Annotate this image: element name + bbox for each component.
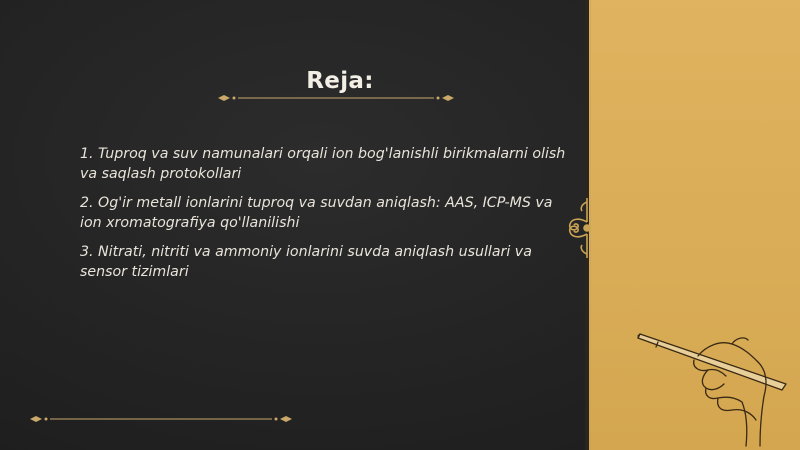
- plan-item-2: 2. Og'ir metall ionlarini tuproq va suvdan aniqlash: AAS, ICP-MS va ion xromatografiya qo'llanilishi: [80, 195, 553, 231]
- hand-with-pen-icon: [636, 326, 791, 448]
- plan-item-3: 3. Nitrati, nitriti va ammoniy ionlarini suvda aniqlash usullari va sensor tizimlari: [80, 244, 532, 280]
- title-divider-icon: [216, 93, 456, 103]
- plan-list: [80, 144, 570, 291]
- plan-item-1: 1. Tuproq va suv namunalari orqali ion bog'lanishli birikmalarni olish va saqlash protokollari: [80, 146, 566, 182]
- scroll-ornament-icon: [560, 196, 594, 260]
- footer-divider-icon: [28, 414, 294, 424]
- slide-title: Reja:: [306, 68, 374, 94]
